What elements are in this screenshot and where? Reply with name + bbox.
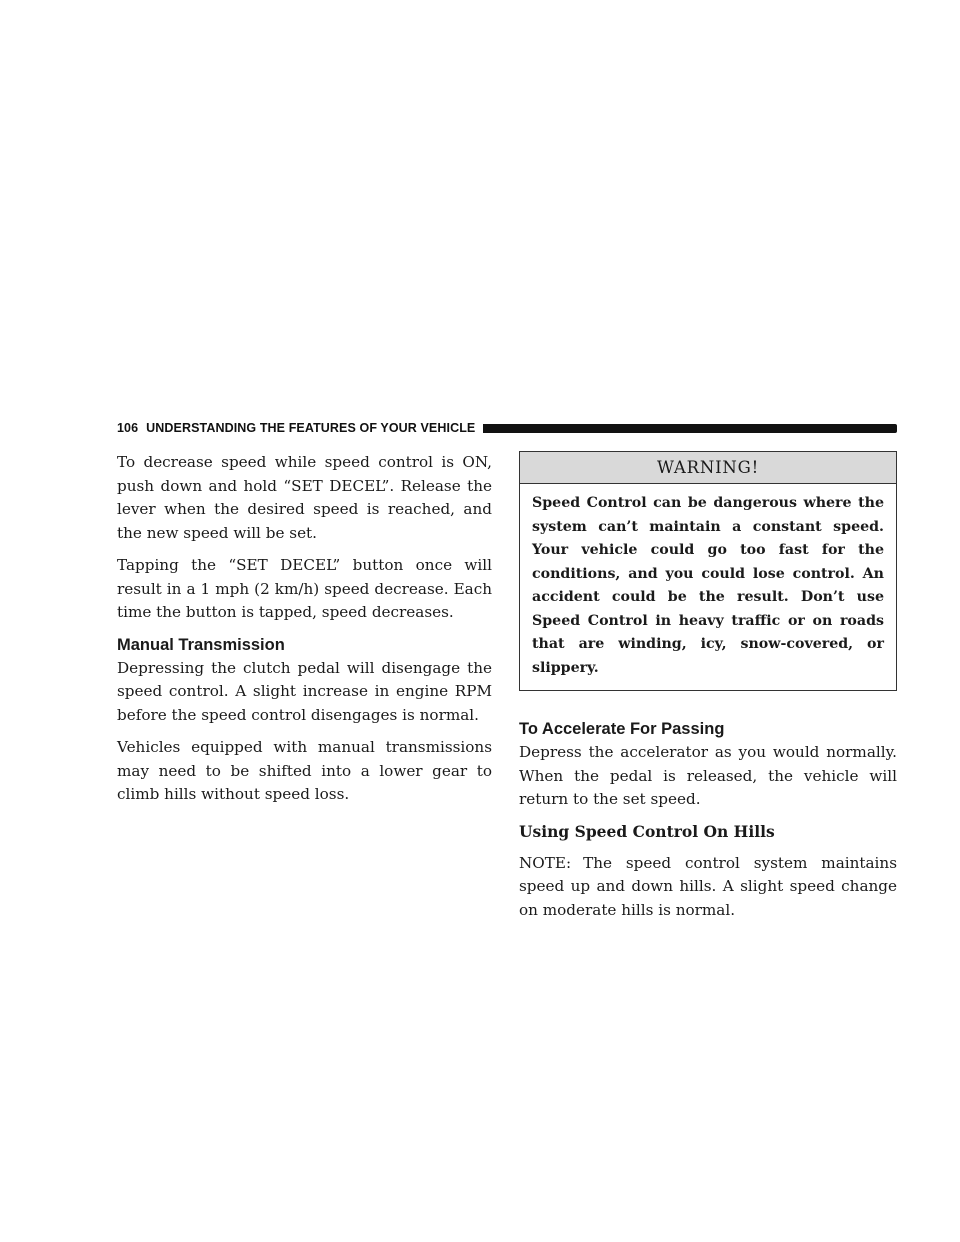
- note-text: The speed control system maintains speed up and down hills. A slight speed change on moderate hills is normal.: [519, 853, 897, 919]
- note-label: NOTE:: [519, 853, 572, 872]
- page-number: 106: [117, 421, 139, 435]
- header-rule: [483, 424, 897, 433]
- tap-decel-paragraph: Tapping the “SET DECEL” button once will result in a 1 mph (2 km/h) speed decrease. Each time the button is tapped, speed decreases.: [117, 556, 492, 621]
- decrease-speed-paragraph: To decrease speed while speed control is ON, push down and hold “SET DECEL”. Release the lever when the desired speed is reached, and the new speed will be set.: [117, 453, 492, 542]
- right-column: [519, 451, 897, 931]
- manual-transmission-heading: Manual Transmission: [117, 635, 285, 654]
- lower-gear-paragraph: Vehicles equipped with manual transmissions may need to be shifted into a lower gear to climb hills without speed loss.: [117, 738, 492, 803]
- hills-heading: Using Speed Control On Hills: [519, 821, 775, 841]
- warning-text: Speed Control can be dangerous where the system can’t maintain a constant speed. Your vehicle could go too fast for the conditions, and you could lose control. An accident could be the result. Don’t use Speed Control in heavy traffic or on roads that are winding, icy, snow-covered, or slippery.: [532, 495, 884, 676]
- note-paragraph: [519, 852, 897, 923]
- passing-paragraph: Depress the accelerator as you would normally. When the pedal is released, the vehicle will return to the set speed.: [519, 743, 897, 808]
- warning-box: [519, 451, 897, 691]
- clutch-paragraph: Depressing the clutch pedal will disengage the speed control. A slight increase in engine RPM before the speed control disengages is normal.: [117, 658, 492, 724]
- left-column: [117, 451, 492, 816]
- passing-heading: To Accelerate For Passing: [519, 720, 725, 738]
- running-head: UNDERSTANDING THE FEATURES OF YOUR VEHICLE: [146, 421, 476, 435]
- warning-title: WARNING!: [520, 452, 896, 484]
- page-header: [117, 419, 897, 437]
